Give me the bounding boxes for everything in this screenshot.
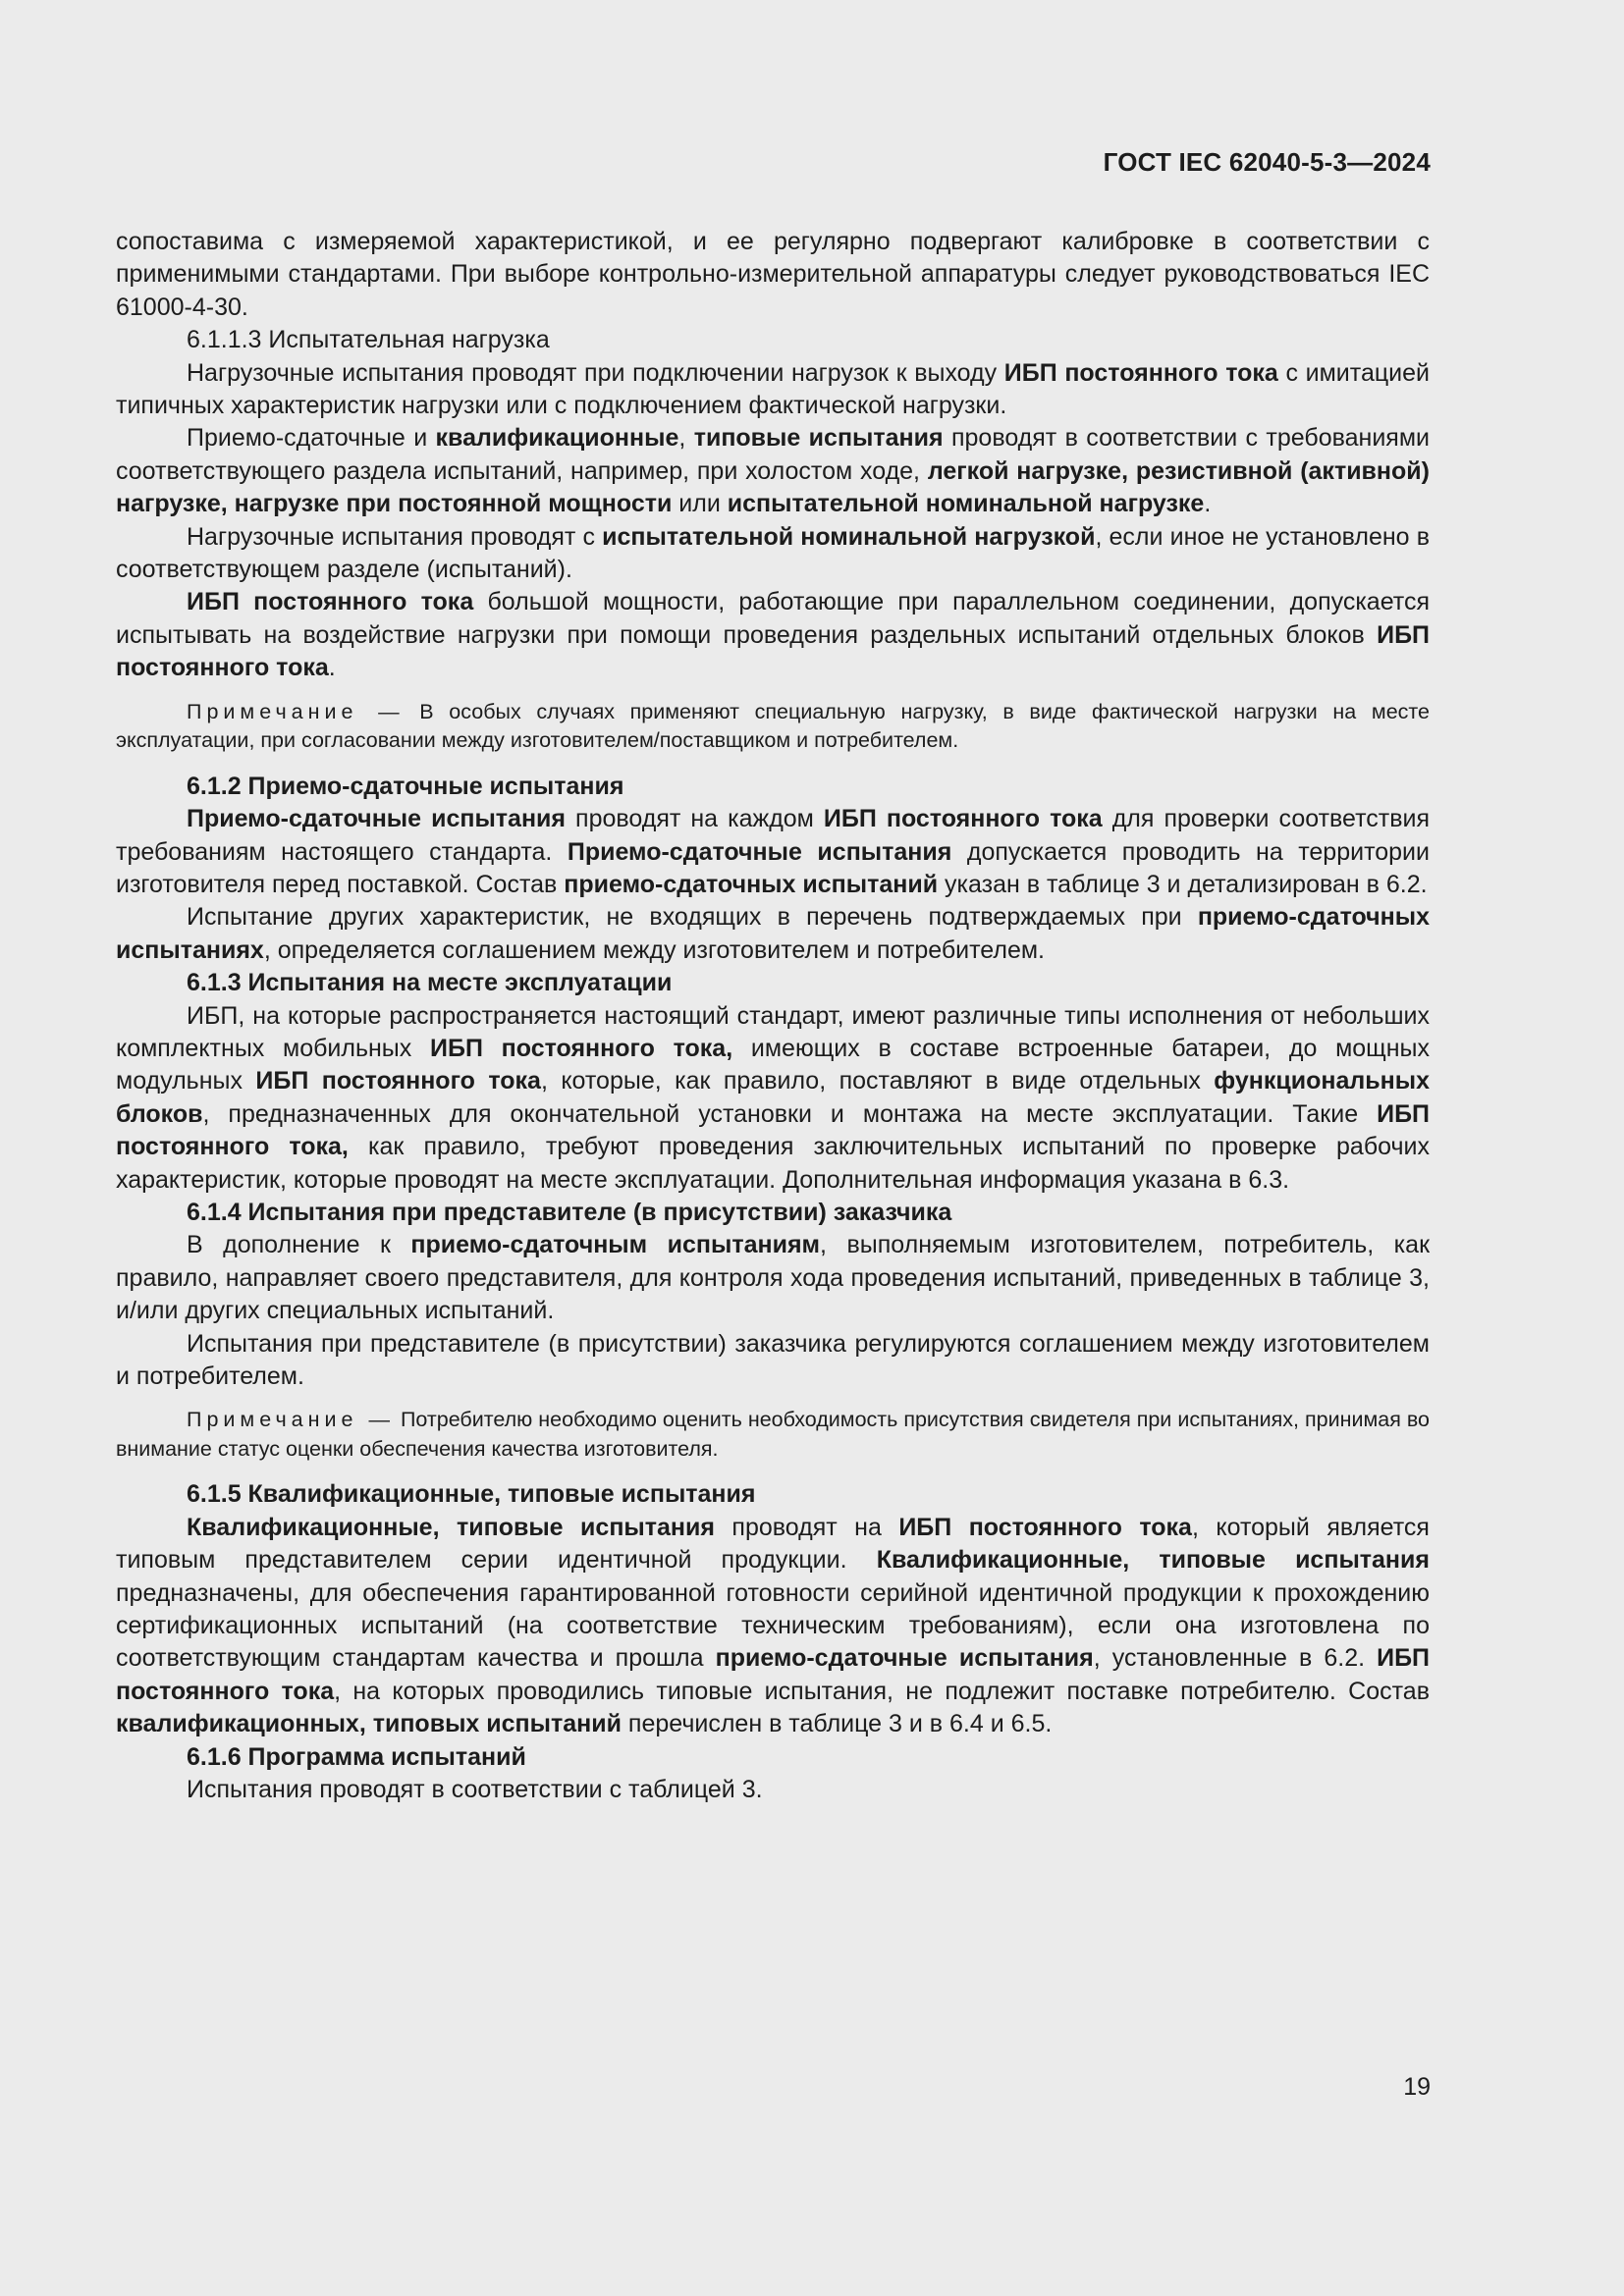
bold-term: приемо-сдаточных испытаниях — [116, 903, 1430, 964]
bold-term: 6.1.5 Квалификационные, типовые испытания — [187, 1480, 756, 1509]
bold-term: ИБП постоянного тока — [116, 620, 1430, 682]
paragraph — [116, 901, 1430, 967]
bold-term: испытательной номинальной нагрузке — [727, 490, 1205, 518]
bold-term: ИБП постоянного тока — [898, 1513, 1192, 1541]
bold-term: 6.1.6 Программа испытаний — [187, 1742, 526, 1771]
paragraph — [116, 1774, 1430, 1806]
bold-term: функциональных блоков — [116, 1067, 1430, 1128]
bold-term: ИБП постоянного тока, — [430, 1034, 733, 1062]
text-run: проводят на каждом — [566, 805, 824, 833]
text-run: перечислен в таблице 3 и в 6.4 и 6.5. — [621, 1710, 1053, 1738]
bold-term: ИБП постоянного тока — [823, 805, 1103, 833]
paragraph — [116, 357, 1430, 423]
text-run: . — [328, 654, 336, 682]
text-run: Потребителю необходимо оценить необходимость присутствия свидетеля при испытаниях, принимая во внимание статус оценки обеспечения качества изготовителя. — [116, 1408, 1430, 1461]
paragraph — [116, 1000, 1430, 1197]
text-run: . — [1204, 490, 1212, 518]
text-run: с имитацией типичных характеристик нагрузки или с подключением фактической нагрузки. — [116, 358, 1430, 420]
text-run: проводят в соответствии с требованиями соответствующего раздела испытаний, например, при холостом ходе, — [116, 424, 1430, 485]
bold-term: Квалификационные, типовые испытания — [187, 1513, 715, 1541]
bold-term: приемо-сдаточных испытаний — [564, 870, 939, 898]
section-heading — [116, 967, 1430, 999]
bold-term: Квалификационные, типовые испытания — [876, 1546, 1430, 1575]
text-run: 6.1.1.3 Испытательная нагрузка — [187, 326, 550, 354]
bold-term: 6.1.3 Испытания на месте эксплуатации — [187, 969, 673, 997]
bold-term: типовые испытания — [693, 424, 944, 453]
section-heading — [116, 324, 1430, 356]
text-run: проводят на — [714, 1513, 899, 1541]
text-run: Испытания проводят в соответствии с таблицей 3. — [187, 1776, 763, 1804]
bold-term: ИБП постоянного тока — [255, 1067, 541, 1095]
text-run: В дополнение к — [187, 1231, 411, 1259]
text-run: , на которых проводились типовые испытания, не подлежит поставке потребителю. Состав — [334, 1677, 1430, 1705]
text-run: Испытания при представителе (в присутствии) заказчика регулируются соглашением между изготовителем и потребителем. — [116, 1329, 1430, 1390]
paragraph — [116, 1328, 1430, 1394]
paragraph — [116, 1512, 1430, 1741]
bold-term: ИБП постоянного тока — [1003, 358, 1278, 387]
section-heading — [116, 771, 1430, 803]
paragraph — [116, 422, 1430, 520]
text-run: как правило, требуют проведения заключительных испытаний по проверке рабочих характеристик, которые проводят на месте эксплуатации. Дополнительная информация указана в 6.3. — [116, 1133, 1430, 1194]
document-header: ГОСТ IEC 62040-5-3—2024 — [1103, 147, 1431, 177]
paragraph — [116, 521, 1430, 587]
bold-term: 6.1.4 Испытания при представителе (в присутствии) заказчика — [187, 1198, 952, 1226]
bold-term: ИБП постоянного тока, — [116, 1099, 1430, 1161]
note — [116, 698, 1430, 756]
section-heading — [116, 1741, 1430, 1774]
note-label: Примечание — — [187, 699, 405, 723]
text-run: , предназначенных для окончательной установки и монтажа на месте эксплуатации. Такие — [202, 1099, 1378, 1128]
bold-term: легкой нагрузке, резистивной (активной) нагрузке, нагрузке при постоянной мощности — [116, 456, 1430, 518]
text-run: Приемо-сдаточные и — [187, 424, 436, 453]
text-run: Нагрузочные испытания проводят с — [187, 522, 603, 551]
bold-term: испытательной номинальной нагрузкой — [602, 522, 1096, 551]
text-run: имеющих в составе встроенные батареи, до мощных модульных — [116, 1034, 1431, 1095]
document-body — [116, 226, 1430, 1806]
note-label: Примечание — — [187, 1408, 395, 1432]
text-run: ИБП, на которые распространяется настоящий стандарт, имеют различные типы исполнения от небольших комплектных мобильных — [116, 1001, 1430, 1062]
paragraph — [116, 1229, 1430, 1327]
text-run: В особых случаях применяют специальную нагрузку, в виде фактической нагрузки на месте эксплуатации, при согласовании между изготовителем/поставщиком и потребителем. — [116, 699, 1430, 753]
section-heading — [116, 1197, 1430, 1229]
text-run: , выполняемым изготовителем, потребитель, как правило, направляет своего представителя, для контроля хода проведения испытаний, приведенных в таблице 3, и/или других специальных испытаний. — [116, 1231, 1431, 1325]
bold-term: ИБП постоянного тока — [187, 588, 474, 616]
bold-term: квалификационных, типовых испытаний — [116, 1710, 622, 1738]
text-run: , определяется соглашением между изготовителем и потребителем. — [263, 935, 1045, 964]
text-run: или — [672, 490, 728, 518]
text-run: Испытание других характеристик, не входящих в перечень подтверждаемых при — [187, 903, 1198, 932]
paragraph — [116, 226, 1430, 324]
text-run: , если иное не установлено в соответствующем разделе (испытаний). — [116, 522, 1430, 584]
section-heading — [116, 1478, 1430, 1511]
text-run: предназначены, для обеспечения гарантированной готовности серийной идентичной продукции к прохождению сертификационных испытаний (на соответствие техническим требованиям), если она изготовлена по соответствующим стандартам качества и прошла — [116, 1578, 1430, 1673]
bold-term: Приемо-сдаточные испытания — [567, 837, 952, 866]
bold-term: Приемо-сдаточные испытания — [187, 805, 567, 833]
text-run: , — [678, 424, 694, 453]
text-run: , установленные в 6.2. — [1093, 1644, 1378, 1673]
text-run: , которые, как правило, поставляют в виде отдельных — [540, 1067, 1215, 1095]
bold-term: 6.1.2 Приемо-сдаточные испытания — [187, 772, 624, 800]
bold-term: приемо-сдаточным испытаниям — [410, 1231, 821, 1259]
text-run: , который является типовым представителем серии идентичной продукции. — [116, 1513, 1430, 1575]
paragraph — [116, 803, 1430, 901]
text-run: большой мощности, работающие при параллельном соединении, допускается испытывать на воздействие нагрузки при помощи проведения раздельных испытаний отдельных блоков — [116, 588, 1430, 649]
text-run: допускается проводить на территории изготовителя перед поставкой. Состав — [116, 837, 1430, 898]
bold-term: квалификационные — [435, 424, 679, 453]
bold-term: ИБП постоянного тока — [116, 1644, 1430, 1705]
page-number: 19 — [1403, 2073, 1431, 2101]
note — [116, 1406, 1430, 1464]
text-run: сопоставима с измеряемой характеристикой, и ее регулярно подвергают калибровке в соответствии с применимыми стандартами. При выборе контрольно-измерительной аппаратуры следует руководствоваться IEC 61000-4-30. — [116, 228, 1430, 321]
bold-term: приемо-сдаточные испытания — [715, 1644, 1094, 1673]
text-run: Нагрузочные испытания проводят при подключении нагрузок к выходу — [187, 358, 1004, 387]
text-run: для проверки соответствия требованиям настоящего стандарта. — [116, 805, 1430, 866]
paragraph — [116, 586, 1430, 684]
text-run: указан в таблице 3 и детализирован в 6.2. — [938, 870, 1428, 898]
